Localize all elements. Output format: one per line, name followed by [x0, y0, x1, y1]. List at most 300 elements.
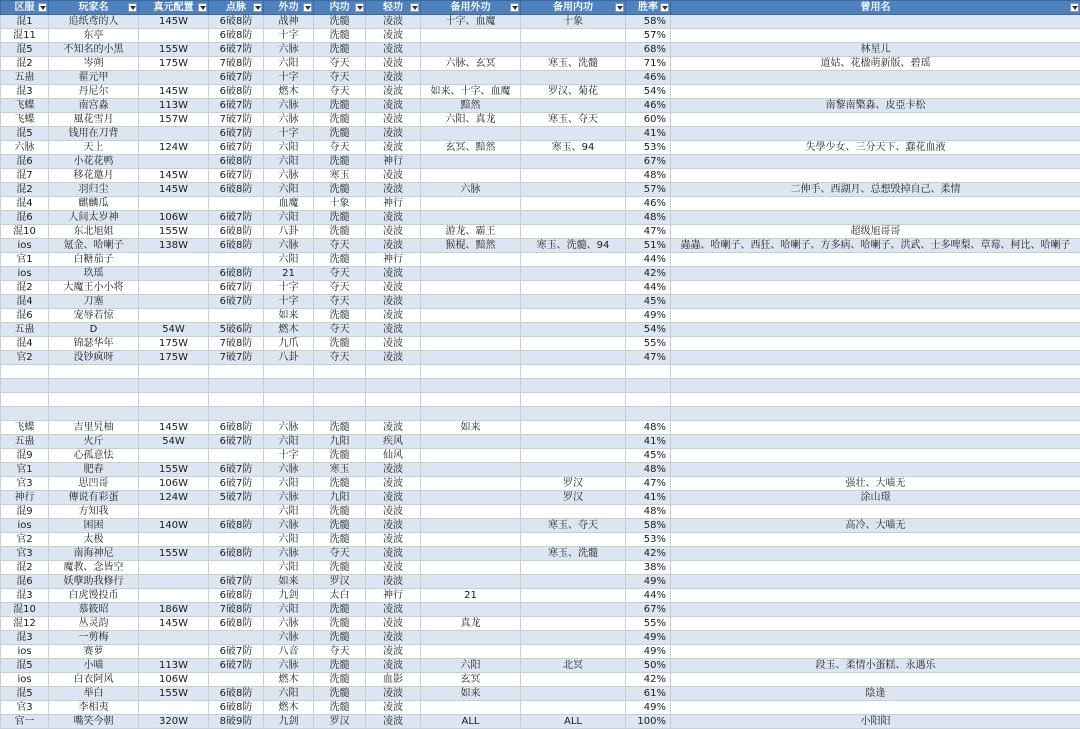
cell-player[interactable]: 小花花鸭	[49, 155, 139, 169]
cell-backup-waigong[interactable]	[421, 547, 521, 561]
cell-qinggong[interactable]: 仙风	[366, 449, 421, 463]
cell-backup-neigong[interactable]: ALL	[521, 715, 626, 729]
cell-dianmai[interactable]: 7破7防	[209, 351, 264, 365]
cell-backup-waigong[interactable]	[421, 253, 521, 267]
cell-former-names[interactable]	[671, 113, 1080, 127]
cell-player[interactable]: 丛灵韵	[49, 617, 139, 631]
cell-zhenyuan[interactable]	[139, 575, 209, 589]
cell-waigong[interactable]	[264, 379, 314, 393]
cell-former-names[interactable]	[671, 575, 1080, 589]
cell-neigong[interactable]: 夺天	[314, 71, 366, 85]
cell-qinggong[interactable]	[366, 407, 421, 421]
cell-winrate[interactable]: 71%	[626, 57, 671, 71]
cell-player[interactable]: 小喵	[49, 659, 139, 673]
cell-backup-waigong[interactable]	[421, 197, 521, 211]
cell-waigong[interactable]: 六脉	[264, 113, 314, 127]
cell-former-names[interactable]	[671, 463, 1080, 477]
cell-zhenyuan[interactable]	[139, 365, 209, 379]
cell-qinggong[interactable]: 凌波	[366, 659, 421, 673]
cell-server[interactable]: 混5	[1, 687, 49, 701]
cell-server[interactable]: 神行	[1, 491, 49, 505]
cell-player[interactable]: 白衣阿风	[49, 673, 139, 687]
cell-zhenyuan[interactable]: 175W	[139, 57, 209, 71]
cell-qinggong[interactable]: 疾风	[366, 435, 421, 449]
cell-dianmai[interactable]: 6破7防	[209, 659, 264, 673]
cell-server[interactable]: 混5	[1, 127, 49, 141]
cell-waigong[interactable]: 如来	[264, 575, 314, 589]
cell-neigong[interactable]: 洗髓	[314, 337, 366, 351]
cell-backup-waigong[interactable]: 十字、血魔	[421, 15, 521, 29]
cell-winrate[interactable]: 54%	[626, 85, 671, 99]
cell-former-names[interactable]	[671, 617, 1080, 631]
cell-server[interactable]: 混6	[1, 309, 49, 323]
cell-zhenyuan[interactable]: 145W	[139, 85, 209, 99]
cell-former-names[interactable]	[671, 631, 1080, 645]
cell-backup-neigong[interactable]	[521, 337, 626, 351]
cell-server[interactable]: 混5	[1, 43, 49, 57]
cell-qinggong[interactable]: 神行	[366, 589, 421, 603]
cell-former-names[interactable]	[671, 379, 1080, 393]
cell-player[interactable]: 追纸鸢的人	[49, 15, 139, 29]
cell-backup-neigong[interactable]: 罗汉	[521, 491, 626, 505]
cell-zhenyuan[interactable]	[139, 29, 209, 43]
cell-former-names[interactable]	[671, 267, 1080, 281]
cell-waigong[interactable]: 六阳	[264, 155, 314, 169]
cell-waigong[interactable]: 燃木	[264, 323, 314, 337]
cell-server[interactable]: ios	[1, 645, 49, 659]
cell-qinggong[interactable]: 凌波	[366, 29, 421, 43]
cell-waigong[interactable]: 战神	[264, 15, 314, 29]
cell-zhenyuan[interactable]: 175W	[139, 337, 209, 351]
cell-player[interactable]: 氪金、哈喇子	[49, 239, 139, 253]
filter-dropdown-icon[interactable]	[38, 3, 47, 12]
cell-backup-waigong[interactable]	[421, 295, 521, 309]
cell-backup-neigong[interactable]	[521, 309, 626, 323]
cell-dianmai[interactable]: 6破8防	[209, 687, 264, 701]
header-backup-neigong[interactable]	[521, 1, 626, 15]
cell-waigong[interactable]: 六阳	[264, 561, 314, 575]
cell-dianmai[interactable]: 6破8防	[209, 15, 264, 29]
header-winrate[interactable]	[626, 1, 671, 15]
cell-neigong[interactable]: 洗髓	[314, 449, 366, 463]
cell-backup-neigong[interactable]	[521, 407, 626, 421]
cell-zhenyuan[interactable]: 145W	[139, 15, 209, 29]
cell-neigong[interactable]: 夺天	[314, 547, 366, 561]
cell-former-names[interactable]: 林星儿	[671, 43, 1080, 57]
cell-waigong[interactable]: 燃木	[264, 673, 314, 687]
cell-player[interactable]: 麒麟瓜	[49, 197, 139, 211]
cell-former-names[interactable]	[671, 281, 1080, 295]
cell-player[interactable]: 慕筱昭	[49, 603, 139, 617]
cell-qinggong[interactable]: 凌波	[366, 337, 421, 351]
cell-former-names[interactable]	[671, 211, 1080, 225]
cell-waigong[interactable]: 六阳	[264, 505, 314, 519]
cell-zhenyuan[interactable]	[139, 393, 209, 407]
cell-backup-waigong[interactable]: 六脉、玄冥	[421, 57, 521, 71]
cell-neigong[interactable]: 洗髓	[314, 603, 366, 617]
cell-zhenyuan[interactable]	[139, 533, 209, 547]
cell-player[interactable]: 天上	[49, 141, 139, 155]
cell-dianmai[interactable]	[209, 449, 264, 463]
cell-zhenyuan[interactable]	[139, 561, 209, 575]
cell-qinggong[interactable]: 凌波	[366, 505, 421, 519]
cell-qinggong[interactable]: 凌波	[366, 351, 421, 365]
cell-backup-waigong[interactable]	[421, 323, 521, 337]
cell-waigong[interactable]: 六阳	[264, 477, 314, 491]
cell-neigong[interactable]: 夺天	[314, 267, 366, 281]
cell-server[interactable]: 飞蝶	[1, 113, 49, 127]
cell-neigong[interactable]: 九阳	[314, 491, 366, 505]
cell-backup-waigong[interactable]	[421, 127, 521, 141]
cell-backup-waigong[interactable]: 如来	[421, 421, 521, 435]
cell-former-names[interactable]: 强壮、大喵无	[671, 477, 1080, 491]
cell-backup-neigong[interactable]	[521, 127, 626, 141]
cell-dianmai[interactable]: 6破7防	[209, 141, 264, 155]
cell-backup-waigong[interactable]	[421, 561, 521, 575]
cell-waigong[interactable]: 燃木	[264, 85, 314, 99]
cell-former-names[interactable]	[671, 589, 1080, 603]
cell-backup-waigong[interactable]: 猴棍、黯然	[421, 239, 521, 253]
cell-backup-neigong[interactable]	[521, 197, 626, 211]
cell-server[interactable]: 混2	[1, 57, 49, 71]
cell-winrate[interactable]: 49%	[626, 631, 671, 645]
cell-server[interactable]	[1, 407, 49, 421]
header-player[interactable]	[49, 1, 139, 15]
cell-backup-neigong[interactable]: 十象	[521, 15, 626, 29]
cell-winrate[interactable]: 48%	[626, 169, 671, 183]
cell-former-names[interactable]: 涂山璟	[671, 491, 1080, 505]
cell-server[interactable]: 飞蝶	[1, 99, 49, 113]
cell-qinggong[interactable]: 凌波	[366, 99, 421, 113]
cell-backup-neigong[interactable]	[521, 253, 626, 267]
cell-backup-neigong[interactable]: 寒玉、94	[521, 141, 626, 155]
cell-dianmai[interactable]: 6破7防	[209, 211, 264, 225]
cell-winrate[interactable]: 55%	[626, 337, 671, 351]
cell-winrate[interactable]: 46%	[626, 99, 671, 113]
cell-zhenyuan[interactable]	[139, 407, 209, 421]
cell-player[interactable]: 白糖茄子	[49, 253, 139, 267]
cell-backup-neigong[interactable]	[521, 183, 626, 197]
cell-winrate[interactable]: 46%	[626, 71, 671, 85]
cell-backup-neigong[interactable]	[521, 393, 626, 407]
cell-winrate[interactable]: 53%	[626, 533, 671, 547]
cell-player[interactable]: 太极	[49, 533, 139, 547]
cell-dianmai[interactable]: 6破8防	[209, 421, 264, 435]
cell-backup-neigong[interactable]	[521, 645, 626, 659]
cell-server[interactable]: 混4	[1, 197, 49, 211]
cell-server[interactable]: 混7	[1, 169, 49, 183]
cell-server[interactable]: 官一	[1, 715, 49, 729]
cell-dianmai[interactable]: 6破7防	[209, 99, 264, 113]
cell-qinggong[interactable]: 神行	[366, 155, 421, 169]
cell-server[interactable]: 官1	[1, 253, 49, 267]
cell-qinggong[interactable]	[366, 379, 421, 393]
cell-server[interactable]: 混6	[1, 211, 49, 225]
cell-neigong[interactable]: 洗髓	[314, 687, 366, 701]
cell-dianmai[interactable]	[209, 309, 264, 323]
cell-backup-waigong[interactable]: 游龙、霸王	[421, 225, 521, 239]
cell-backup-waigong[interactable]	[421, 71, 521, 85]
cell-backup-waigong[interactable]	[421, 575, 521, 589]
cell-backup-neigong[interactable]	[521, 295, 626, 309]
cell-waigong[interactable]: 九剑	[264, 715, 314, 729]
cell-server[interactable]: 官3	[1, 701, 49, 715]
cell-backup-neigong[interactable]	[521, 533, 626, 547]
cell-backup-waigong[interactable]: 如来、十字、血魔	[421, 85, 521, 99]
cell-qinggong[interactable]: 凌波	[366, 113, 421, 127]
cell-former-names[interactable]	[671, 337, 1080, 351]
filter-dropdown-icon[interactable]	[198, 3, 207, 12]
cell-dianmai[interactable]: 6破7防	[209, 169, 264, 183]
cell-backup-neigong[interactable]	[521, 379, 626, 393]
cell-backup-neigong[interactable]	[521, 421, 626, 435]
filter-dropdown-icon[interactable]	[1070, 3, 1079, 12]
cell-waigong[interactable]: 六阳	[264, 211, 314, 225]
cell-dianmai[interactable]	[209, 365, 264, 379]
cell-backup-waigong[interactable]	[421, 365, 521, 379]
cell-winrate[interactable]: 45%	[626, 449, 671, 463]
cell-server[interactable]: 混10	[1, 225, 49, 239]
cell-former-names[interactable]	[671, 323, 1080, 337]
cell-zhenyuan[interactable]	[139, 71, 209, 85]
cell-winrate[interactable]: 48%	[626, 505, 671, 519]
cell-player[interactable]: 方知我	[49, 505, 139, 519]
cell-backup-neigong[interactable]	[521, 561, 626, 575]
cell-neigong[interactable]	[314, 379, 366, 393]
header-backup-waigong[interactable]	[421, 1, 521, 15]
cell-player[interactable]	[49, 407, 139, 421]
cell-winrate[interactable]: 42%	[626, 547, 671, 561]
cell-zhenyuan[interactable]: 145W	[139, 169, 209, 183]
cell-neigong[interactable]: 洗髓	[314, 309, 366, 323]
cell-former-names[interactable]: 道姑、花楹萌新版、碧瑶	[671, 57, 1080, 71]
cell-zhenyuan[interactable]: 113W	[139, 99, 209, 113]
cell-dianmai[interactable]	[209, 393, 264, 407]
cell-winrate[interactable]: 44%	[626, 589, 671, 603]
cell-backup-neigong[interactable]: 寒玉、夺天	[521, 113, 626, 127]
cell-qinggong[interactable]: 凌波	[366, 603, 421, 617]
cell-former-names[interactable]	[671, 15, 1080, 29]
cell-server[interactable]: 混1	[1, 15, 49, 29]
cell-waigong[interactable]: 六脉	[264, 659, 314, 673]
cell-zhenyuan[interactable]: 113W	[139, 659, 209, 673]
cell-zhenyuan[interactable]	[139, 701, 209, 715]
cell-zhenyuan[interactable]: 140W	[139, 519, 209, 533]
cell-winrate[interactable]: 41%	[626, 491, 671, 505]
cell-former-names[interactable]	[671, 351, 1080, 365]
cell-backup-waigong[interactable]	[421, 505, 521, 519]
cell-backup-neigong[interactable]	[521, 701, 626, 715]
cell-waigong[interactable]: 十字	[264, 295, 314, 309]
cell-former-names[interactable]	[671, 701, 1080, 715]
cell-former-names[interactable]: 南黎南檠淼、皮亞卡松	[671, 99, 1080, 113]
cell-qinggong[interactable]: 神行	[366, 253, 421, 267]
cell-former-names[interactable]: 小阳阳	[671, 715, 1080, 729]
cell-backup-waigong[interactable]	[421, 309, 521, 323]
cell-former-names[interactable]	[671, 85, 1080, 99]
cell-waigong[interactable]: 十字	[264, 71, 314, 85]
cell-dianmai[interactable]: 6破7防	[209, 71, 264, 85]
cell-winrate[interactable]: 47%	[626, 477, 671, 491]
cell-winrate[interactable]: 100%	[626, 715, 671, 729]
cell-winrate[interactable]	[626, 393, 671, 407]
cell-backup-neigong[interactable]	[521, 225, 626, 239]
cell-former-names[interactable]	[671, 603, 1080, 617]
cell-zhenyuan[interactable]	[139, 253, 209, 267]
cell-waigong[interactable]: 六阳	[264, 253, 314, 267]
cell-backup-neigong[interactable]	[521, 589, 626, 603]
cell-qinggong[interactable]: 凌波	[366, 309, 421, 323]
cell-winrate[interactable]: 53%	[626, 141, 671, 155]
cell-dianmai[interactable]	[209, 673, 264, 687]
cell-player[interactable]: 南海神尼	[49, 547, 139, 561]
cell-winrate[interactable]: 45%	[626, 295, 671, 309]
cell-zhenyuan[interactable]	[139, 155, 209, 169]
cell-qinggong[interactable]	[366, 365, 421, 379]
cell-winrate[interactable]: 60%	[626, 113, 671, 127]
cell-server[interactable]	[1, 393, 49, 407]
header-waigong[interactable]	[264, 1, 314, 15]
cell-backup-waigong[interactable]	[421, 603, 521, 617]
cell-server[interactable]	[1, 379, 49, 393]
cell-qinggong[interactable]: 凌波	[366, 617, 421, 631]
cell-server[interactable]: 混2	[1, 183, 49, 197]
cell-qinggong[interactable]: 凌波	[366, 267, 421, 281]
cell-waigong[interactable]: 八卦	[264, 351, 314, 365]
cell-former-names[interactable]	[671, 197, 1080, 211]
cell-player[interactable]: 举白	[49, 687, 139, 701]
cell-player[interactable]: 思凹哥	[49, 477, 139, 491]
cell-player[interactable]: 宠辱若惊	[49, 309, 139, 323]
cell-backup-waigong[interactable]: 六阳、真龙	[421, 113, 521, 127]
cell-waigong[interactable]: 六脉	[264, 239, 314, 253]
cell-neigong[interactable]: 罗汉	[314, 575, 366, 589]
cell-dianmai[interactable]	[209, 197, 264, 211]
cell-neigong[interactable]: 洗髓	[314, 113, 366, 127]
cell-server[interactable]: ios	[1, 267, 49, 281]
cell-backup-waigong[interactable]	[421, 379, 521, 393]
cell-winrate[interactable]: 67%	[626, 603, 671, 617]
cell-player[interactable]: 丹尼尔	[49, 85, 139, 99]
cell-winrate[interactable]: 41%	[626, 435, 671, 449]
cell-winrate[interactable]: 48%	[626, 463, 671, 477]
cell-backup-waigong[interactable]: 如来	[421, 687, 521, 701]
cell-former-names[interactable]: 高冷、大喵无	[671, 519, 1080, 533]
cell-backup-neigong[interactable]	[521, 603, 626, 617]
cell-winrate[interactable]: 51%	[626, 239, 671, 253]
cell-former-names[interactable]	[671, 533, 1080, 547]
cell-backup-waigong[interactable]	[421, 533, 521, 547]
cell-zhenyuan[interactable]: 155W	[139, 687, 209, 701]
cell-neigong[interactable]: 洗髓	[314, 561, 366, 575]
cell-dianmai[interactable]	[209, 253, 264, 267]
cell-former-names[interactable]	[671, 29, 1080, 43]
cell-player[interactable]: 魔教、念皆空	[49, 561, 139, 575]
cell-backup-neigong[interactable]	[521, 463, 626, 477]
cell-winrate[interactable]: 47%	[626, 225, 671, 239]
header-dianmai[interactable]	[209, 1, 264, 15]
cell-server[interactable]: 混3	[1, 85, 49, 99]
cell-dianmai[interactable]: 5破6防	[209, 323, 264, 337]
cell-qinggong[interactable]: 凌波	[366, 463, 421, 477]
cell-player[interactable]: D	[49, 323, 139, 337]
cell-dianmai[interactable]: 6破7防	[209, 127, 264, 141]
cell-player[interactable]	[49, 365, 139, 379]
cell-former-names[interactable]: 超级旭哥哥	[671, 225, 1080, 239]
cell-neigong[interactable]: 洗髓	[314, 155, 366, 169]
cell-winrate[interactable]: 48%	[626, 211, 671, 225]
filter-dropdown-icon[interactable]	[355, 3, 364, 12]
cell-server[interactable]: ios	[1, 673, 49, 687]
header-zhenyuan[interactable]	[139, 1, 209, 15]
cell-dianmai[interactable]: 6破8防	[209, 225, 264, 239]
cell-backup-waigong[interactable]	[421, 491, 521, 505]
cell-zhenyuan[interactable]: 155W	[139, 547, 209, 561]
cell-dianmai[interactable]: 7破7防	[209, 113, 264, 127]
cell-waigong[interactable]: 燃木	[264, 701, 314, 715]
cell-zhenyuan[interactable]: 145W	[139, 421, 209, 435]
cell-zhenyuan[interactable]: 175W	[139, 351, 209, 365]
cell-zhenyuan[interactable]: 138W	[139, 239, 209, 253]
cell-backup-waigong[interactable]	[421, 281, 521, 295]
filter-dropdown-icon[interactable]	[128, 3, 137, 12]
cell-qinggong[interactable]: 凌波	[366, 239, 421, 253]
header-former-names[interactable]	[671, 1, 1080, 15]
cell-dianmai[interactable]: 6破8防	[209, 547, 264, 561]
cell-backup-neigong[interactable]	[521, 29, 626, 43]
cell-backup-waigong[interactable]	[421, 351, 521, 365]
cell-zhenyuan[interactable]	[139, 295, 209, 309]
cell-backup-waigong[interactable]	[421, 337, 521, 351]
cell-winrate[interactable]: 47%	[626, 351, 671, 365]
cell-player[interactable]	[49, 379, 139, 393]
cell-server[interactable]: 混9	[1, 505, 49, 519]
cell-neigong[interactable]: 洗髓	[314, 631, 366, 645]
cell-backup-waigong[interactable]	[421, 211, 521, 225]
cell-qinggong[interactable]: 血影	[366, 673, 421, 687]
cell-zhenyuan[interactable]: 145W	[139, 183, 209, 197]
cell-waigong[interactable]	[264, 365, 314, 379]
cell-waigong[interactable]: 六脉	[264, 547, 314, 561]
cell-backup-neigong[interactable]	[521, 617, 626, 631]
cell-dianmai[interactable]: 5破7防	[209, 491, 264, 505]
cell-qinggong[interactable]: 凌波	[366, 85, 421, 99]
cell-former-names[interactable]: 失學少女、三分天下、蠢花血液	[671, 141, 1080, 155]
cell-server[interactable]	[1, 365, 49, 379]
cell-winrate[interactable]: 49%	[626, 645, 671, 659]
cell-server[interactable]: 混12	[1, 617, 49, 631]
cell-zhenyuan[interactable]	[139, 379, 209, 393]
cell-dianmai[interactable]: 7破8防	[209, 337, 264, 351]
cell-zhenyuan[interactable]	[139, 449, 209, 463]
cell-player[interactable]: 南宫淼	[49, 99, 139, 113]
filter-dropdown-icon[interactable]	[303, 3, 312, 12]
filter-dropdown-icon[interactable]	[615, 3, 624, 12]
cell-server[interactable]: 混2	[1, 281, 49, 295]
cell-neigong[interactable]: 洗髓	[314, 659, 366, 673]
cell-backup-neigong[interactable]	[521, 365, 626, 379]
cell-former-names[interactable]	[671, 127, 1080, 141]
cell-waigong[interactable]: 六脉	[264, 43, 314, 57]
cell-dianmai[interactable]: 6破7防	[209, 435, 264, 449]
cell-backup-waigong[interactable]	[421, 645, 521, 659]
cell-server[interactable]: 官3	[1, 547, 49, 561]
cell-zhenyuan[interactable]: 155W	[139, 463, 209, 477]
cell-neigong[interactable]: 洗髓	[314, 15, 366, 29]
cell-player[interactable]: 傳说有彩蛋	[49, 491, 139, 505]
cell-dianmai[interactable]: 6破8防	[209, 589, 264, 603]
cell-server[interactable]: 混6	[1, 155, 49, 169]
